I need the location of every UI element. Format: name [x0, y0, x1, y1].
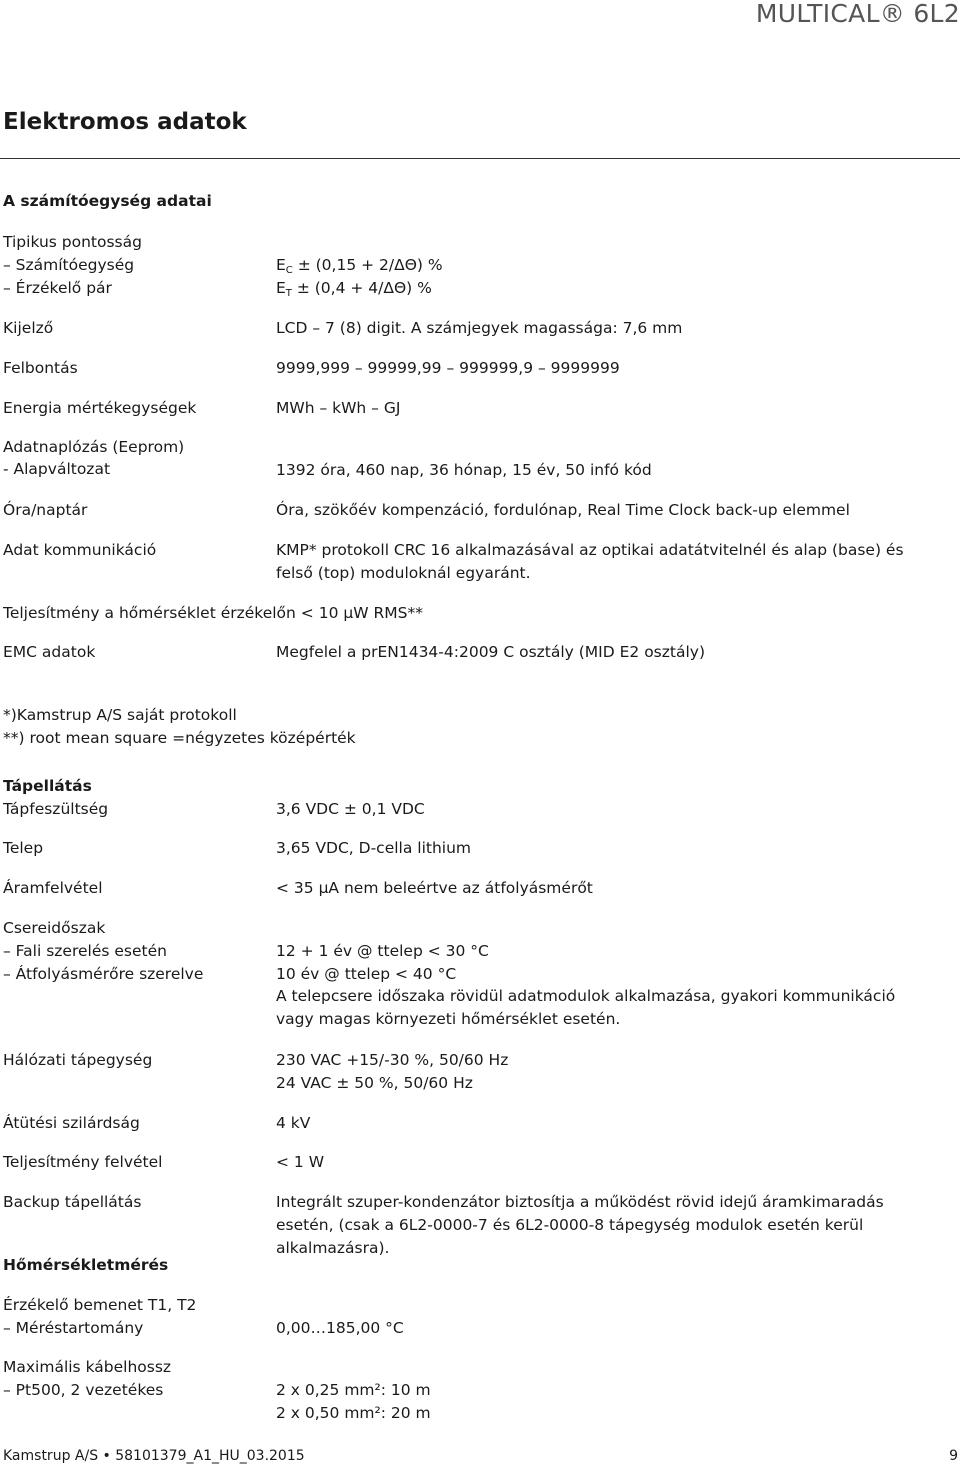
calc-value	[276, 255, 443, 275]
page-title: Elektromos adatok	[3, 109, 247, 135]
replacement-note: A telepcsere időszaka rövidül adatmodulok alkalmazása, gyakori kommunikáció vagy magas környezeti hőmérséklet esetén.	[276, 987, 896, 1028]
page-number: 9	[949, 1448, 958, 1464]
sensor-symbol: E	[276, 279, 286, 297]
replacement-label: Csereidőszak	[3, 919, 106, 937]
footer-doc-id: Kamstrup A/S • 58101379_A1_HU_03.2015	[3, 1448, 305, 1464]
calc-subscript: C	[285, 265, 293, 276]
communication-label: Adat kommunikáció	[3, 541, 157, 559]
backup-value: Integrált szuper-kondenzátor biztosítja a működést rövid idejű áramkimaradás esetén, (csak a 6L2-0000-7 és 6L2-0000-8 tápegység modulok esetén kerül alkalmazásra).	[276, 1193, 884, 1257]
calc-accuracy: ± (0,15 + 2/ΔΘ) %	[292, 256, 443, 274]
flow-mount-label: – Átfolyásmérőre szerelve	[3, 965, 204, 983]
voltage-value: 3,6 VDC ± 0,1 VDC	[276, 800, 425, 818]
sensor-subscript: T	[285, 288, 292, 299]
current-value: < 35 µA nem beleértve az átfolyásmérőt	[276, 879, 593, 897]
cable-value-050: 2 x 0,50 mm²: 20 m	[276, 1404, 431, 1422]
brand-title: MULTICAL® 6L2	[755, 0, 960, 28]
wall-mount-label: – Fali szerelés esetén	[3, 942, 167, 960]
footnote-rms: **) root mean square =négyzetes középérték	[3, 729, 356, 747]
range-value: 0,00…185,00 °C	[276, 1319, 404, 1337]
cable-value-025: 2 x 0,25 mm²: 10 m	[276, 1381, 431, 1399]
energy-units-value: MWh – kWh – GJ	[276, 399, 401, 417]
wall-mount-value: 12 + 1 év @ ttelep < 30 °C	[276, 942, 489, 960]
footnote-kmp: *)Kamstrup A/S saját protokoll	[3, 706, 237, 724]
section-heading-temperature: Hőmérsékletmérés	[3, 1256, 169, 1274]
clock-label: Óra/naptár	[3, 501, 88, 519]
current-label: Áramfelvétel	[3, 879, 103, 897]
resolution-label: Felbontás	[3, 359, 78, 377]
mains-label: Hálózati tápegység	[3, 1051, 153, 1069]
title-divider	[0, 158, 960, 159]
display-label: Kijelző	[3, 319, 54, 337]
clock-value: Óra, szökőév kompenzáció, fordulónap, Real Time Clock back-up elemmel	[276, 501, 850, 519]
dielectric-label: Átütési szilárdság	[3, 1114, 140, 1132]
calc-label: – Számítóegység	[3, 256, 135, 274]
energy-units-label: Energia mértékegységek	[3, 399, 197, 417]
section-heading-power-supply: Tápellátás	[3, 777, 92, 795]
pt500-label: – Pt500, 2 vezetékes	[3, 1381, 164, 1399]
communication-value: KMP* protokoll CRC 16 alkalmazásával az optikai adatátvitelnél és alap (base) és felső (top) moduloknál egyaránt.	[276, 541, 904, 582]
sensor-power-line: Teljesítmény a hőmérséklet érzékelőn < 10 µW RMS**	[3, 604, 423, 622]
cable-length-label: Maximális kábelhossz	[3, 1358, 172, 1376]
consumption-value: < 1 W	[276, 1153, 325, 1171]
emc-value: Megfelel a prEN1434-4:2009 C osztály (MID E2 osztály)	[276, 643, 705, 661]
data-logging-value: 1392 óra, 460 nap, 36 hónap, 15 év, 50 infó kód	[276, 461, 652, 479]
dielectric-value: 4 kV	[276, 1114, 311, 1132]
mains-value-24: 24 VAC ± 50 %, 50/60 Hz	[276, 1074, 473, 1092]
data-logging-label: Adatnaplózás (Eeprom)	[3, 438, 185, 456]
data-logging-sub-label: - Alapváltozat	[3, 460, 111, 478]
emc-label: EMC adatok	[3, 643, 96, 661]
resolution-value: 9999,999 – 99999,99 – 999999,9 – 9999999	[276, 359, 620, 377]
consumption-label: Teljesítmény felvétel	[3, 1153, 163, 1171]
voltage-label: Tápfeszültség	[3, 800, 109, 818]
sensor-value	[276, 278, 432, 298]
battery-value: 3,65 VDC, D-cella lithium	[276, 839, 472, 857]
range-label: – Méréstartomány	[3, 1319, 144, 1337]
calc-symbol: E	[276, 256, 286, 274]
battery-label: Telep	[3, 839, 44, 857]
backup-label: Backup tápellátás	[3, 1193, 142, 1211]
sensor-label: – Érzékelő pár	[3, 279, 112, 297]
mains-value-230: 230 VAC +15/-30 %, 50/60 Hz	[276, 1051, 509, 1069]
flow-mount-value: 10 év @ ttelep < 40 °C	[276, 965, 457, 983]
display-value: LCD – 7 (8) digit. A számjegyek magassága: 7,6 mm	[276, 319, 683, 337]
section-heading-calc-unit: A számítóegység adatai	[3, 192, 212, 210]
accuracy-label: Tipikus pontosság	[3, 233, 142, 251]
sensor-accuracy: ± (0,4 + 4/ΔΘ) %	[291, 279, 432, 297]
sensor-input-label: Érzékelő bemenet T1, T2	[3, 1296, 197, 1314]
